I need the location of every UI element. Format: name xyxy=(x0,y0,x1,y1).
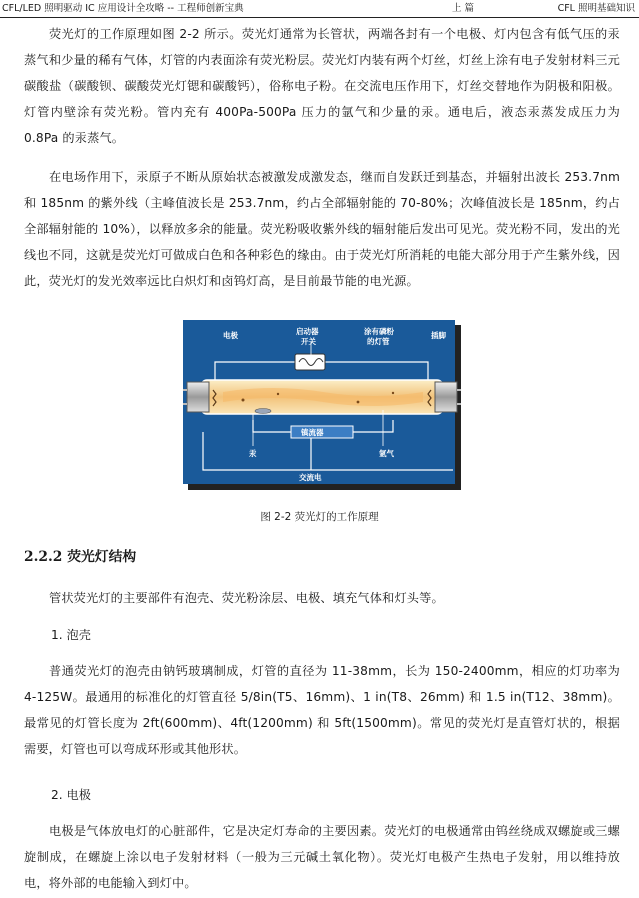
header-book-title: CFL/LED 照明驱动 IC 应用设计全攻略 -- 工程师创新宝典 xyxy=(2,3,244,14)
left-lamp-cap xyxy=(187,382,209,412)
paragraph-uv-emission: 在电场作用下，汞原子不断从原始状态被激发成激发态，继而自发跃迁到基态，并辐射出波长 253.7nm 和 185nm 的紫外线（主峰值波长是 253.7nm，约占全部辐射能的 70-80%；次峰值波长是 185nm，约占全部辐射能的 10%），以释放多余的能量。荧光粉吸收紫外线的辐射能后发出可见光。荧光粉不同，发出的光线也不同，这就是荧光灯可做成白色和各种彩色的缘由。由于荧光灯所消耗的电能大部分用于产生紫外线，因此，荧光灯的发光效率远比白炽灯和卤钨灯高，是目前最节能的电光源。 xyxy=(24,170,620,288)
label-mercury: 汞 xyxy=(249,449,257,458)
paragraph-working-principle: 荧光灯的工作原理如图 2-2 所示。荧光灯通常为长管状，两端各封有一个电极、灯内包含有低气压的汞蒸气和少量的稀有气体，灯管的内表面涂有荧光粉层。荧光灯内装有两个灯丝，灯丝上涂有电子发射材料三元碳酸盐（碳酸钡、碳酸荧光灯锶和碳酸钙），俗称电子粉。在交流电压作用下，灯丝交替地作为阴极和阳极。灯管内壁涂有荧光粉。管内充有 400Pa-500Pa 压力的氩气和少量的汞。通电后，液态汞蒸发成压力为 0.8Pa 的汞蒸气。 xyxy=(24,27,620,145)
header-chapter: CFL 照明基础知识 xyxy=(557,3,635,14)
label-pin: 插脚 xyxy=(431,331,446,340)
label-starter: 启动器 xyxy=(296,327,319,336)
right-lamp-cap xyxy=(435,382,457,412)
subheading-bulb: 1. 泡壳 xyxy=(51,628,91,642)
figure-caption: 图 2-2 荧光灯的工作原理 xyxy=(260,511,379,523)
label-electrode: 电极 xyxy=(223,331,238,340)
header-part: 上 篇 xyxy=(452,3,475,14)
label-ac-power: 交流电 xyxy=(299,473,322,482)
paragraph-main-parts: 管状荧光灯的主要部件有泡壳、荧光粉涂层、电极、填充气体和灯头等。 xyxy=(49,591,444,605)
fluorescent-lamp-figure xyxy=(183,320,461,490)
section-heading: 2.2.2 荧光灯结构 xyxy=(24,549,137,565)
label-argon: 氩气 xyxy=(379,449,394,458)
paragraph-bulb: 普通荧光灯的泡壳由钠钙玻璃制成，灯管的直径为 11-38mm，长为 150-2400mm，相应的灯功率为 4-125W。最通用的标准化的灯管直径 5/8in(T5、16mm)、1 in(T8、26mm) 和 1.5 in(T12、38mm)。最常见的灯管长度为 2ft(600mm)、4ft(1200mm) 和 5ft(1500mm)。常见的荧光灯是直管灯状的，根据需要，灯管也可以弯成环形或其他形状。 xyxy=(24,664,620,756)
label-ballast: 镇流器 xyxy=(301,428,324,437)
mercury-drop xyxy=(255,409,271,414)
page-header xyxy=(0,0,639,18)
paragraph-electrode: 电极是气体放电灯的心脏部件，它是决定灯寿命的主要因素。荧光灯的电极通常由钨丝绕成双螺旋或三螺旋制成，在螺旋上涂以电子发射材料（一般为三元碱土氧化物）。荧光灯电极产生热电子发射，用以维持放电，将外部的电能输入到灯中。 xyxy=(24,824,620,890)
label-starter-switch: 开关 xyxy=(301,337,316,346)
label-phosphor-tube: 的灯管 xyxy=(367,337,390,346)
subheading-electrode: 2. 电极 xyxy=(51,788,91,802)
label-phosphor: 涂有磷粉 xyxy=(364,327,394,336)
